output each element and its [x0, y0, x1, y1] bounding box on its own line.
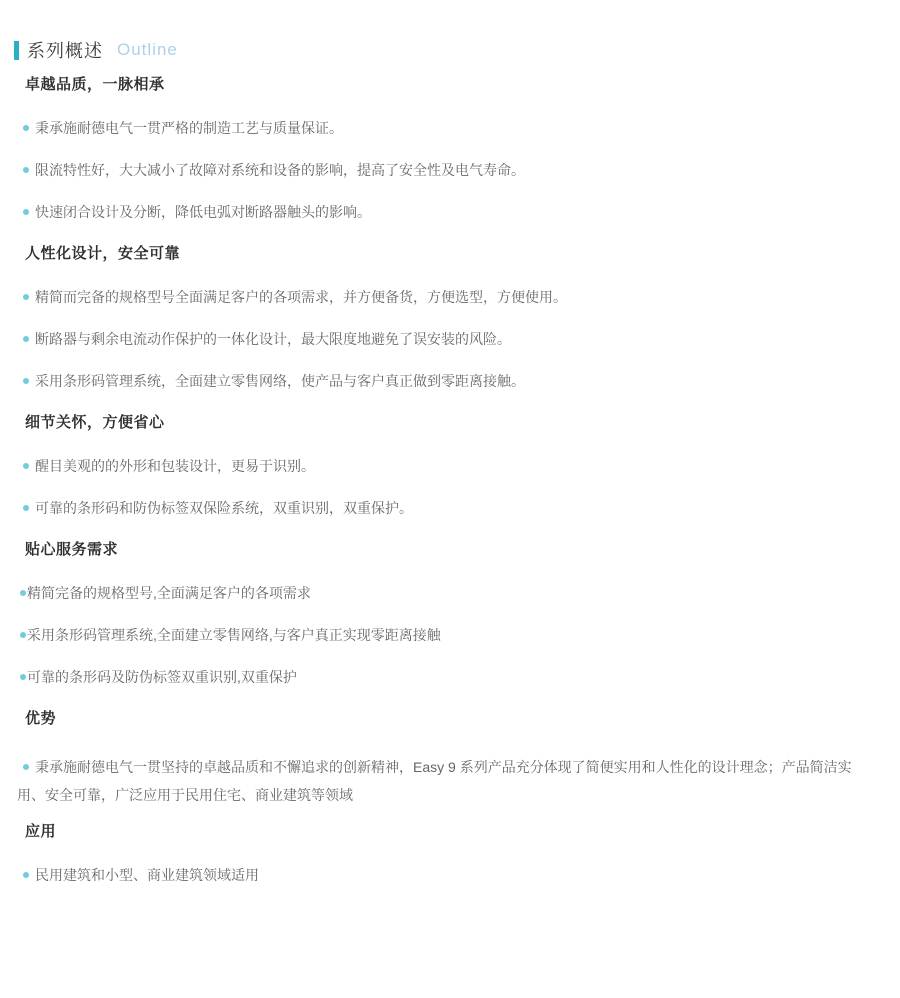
list-item-text: 精简完备的规格型号,全面满足客户的各项需求	[27, 585, 311, 601]
list-item-text: 可靠的条形码和防伪标签双保险系统，双重识别，双重保护。	[35, 500, 413, 516]
list-item-text: 采用条形码管理系统，全面建立零售网络，使产品与客户真正做到零距离接触。	[35, 373, 525, 389]
list-item-text: 秉承施耐德电气一贯严格的制造工艺与质量保证。	[35, 120, 343, 136]
list-item-text: 限流特性好，大大减小了故障对系统和设备的影响，提高了安全性及电气寿命。	[35, 162, 525, 178]
bullet-icon	[23, 294, 29, 300]
bullet-list	[17, 288, 858, 390]
bullet-list	[17, 584, 858, 686]
content-section	[17, 823, 858, 884]
section-heading: 卓越品质，一脉相承	[25, 76, 165, 93]
bullet-list	[17, 753, 858, 809]
list-item-text: 可靠的条形码及防伪标签双重识别,双重保护	[27, 669, 297, 685]
list-item	[17, 119, 858, 137]
page-title-en: Outline	[117, 40, 178, 59]
list-item-text: 精简而完备的规格型号全面满足客户的各项需求，并方便备货，方便选型，方便使用。	[35, 289, 567, 305]
bullet-icon	[23, 167, 29, 173]
page-title-zh: 系列概述	[27, 41, 103, 61]
list-item	[17, 626, 858, 644]
content-section	[17, 76, 858, 221]
list-item-text: 快速闭合设计及分断，降低电弧对断路器触头的影响。	[35, 204, 371, 220]
section-heading: 贴心服务需求	[25, 541, 119, 558]
section-heading: 应用	[25, 823, 57, 840]
list-item	[17, 457, 858, 475]
content-section	[17, 414, 858, 517]
list-item	[17, 584, 858, 602]
section-heading: 人性化设计，安全可靠	[25, 245, 181, 262]
list-item	[17, 161, 858, 179]
list-item	[17, 668, 858, 686]
list-item	[17, 203, 858, 221]
bullet-icon	[23, 505, 29, 511]
list-item-text: 民用建筑和小型、商业建筑领域适用	[35, 867, 259, 883]
list-item	[17, 372, 858, 390]
content-section	[17, 541, 858, 686]
bullet-icon	[23, 463, 29, 469]
section-heading: 细节关怀，方便省心	[25, 414, 165, 431]
bullet-icon	[20, 674, 26, 680]
list-item-text: 采用条形码管理系统,全面建立零售网络,与客户真正实现零距离接触	[27, 627, 441, 643]
section-header	[14, 40, 900, 60]
bullet-icon	[20, 632, 26, 638]
sections	[17, 76, 858, 884]
bullet-list	[17, 866, 858, 884]
bullet-icon	[23, 764, 29, 770]
list-item-text: 醒目美观的的外形和包装设计，更易于识别。	[35, 458, 315, 474]
list-item	[17, 753, 858, 809]
bullet-icon	[23, 336, 29, 342]
bullet-icon	[23, 209, 29, 215]
bullet-icon	[23, 125, 29, 131]
list-item	[17, 866, 858, 884]
accent-bar-icon	[14, 41, 19, 60]
bullet-icon	[23, 378, 29, 384]
bullet-list	[17, 119, 858, 221]
list-item	[17, 288, 858, 306]
section-heading: 优势	[25, 710, 57, 727]
content-section	[17, 710, 858, 809]
bullet-icon	[23, 872, 29, 878]
bullet-list	[17, 457, 858, 517]
list-item-text: 秉承施耐德电气一贯坚持的卓越品质和不懈追求的创新精神，Easy 9 系列产品充分体现了简便实用和人性化的设计理念；产品简洁实用、安全可靠，广泛应用于民用住宅、商业建筑等领域	[17, 759, 852, 803]
list-item	[17, 330, 858, 348]
list-item	[17, 499, 858, 517]
content-section	[17, 245, 858, 390]
bullet-icon	[20, 590, 26, 596]
list-item-text: 断路器与剩余电流动作保护的一体化设计，最大限度地避免了误安装的风险。	[35, 331, 511, 347]
